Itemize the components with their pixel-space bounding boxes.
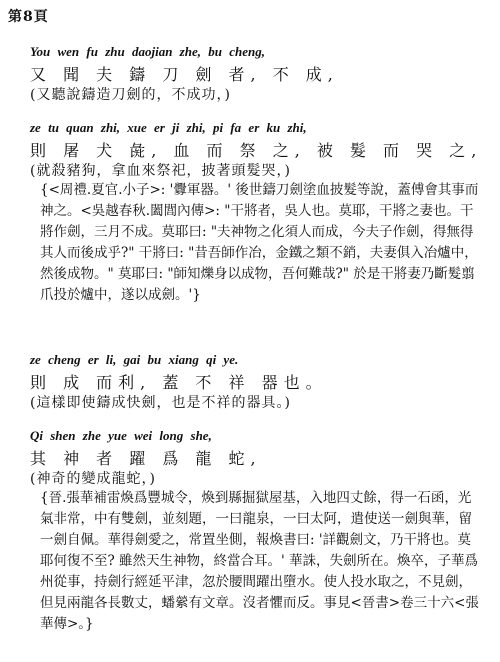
translation-4: (神奇的變成龍蛇，) [30,471,156,487]
annotation-note-1: {<周禮.夏官.小子>: '釁軍器。' 後世鑄刀劍塗血披髮等說，蓋傅會其事而神之。<吳越春秋.闔閭內傳>: "干將者，吳人也。莫耶，干將之妻也。干將作劍，三月不成。莫耶曰: "夫神物之化須人而成，今夫子作劍，得無得其人而後成乎?" 干將曰: "昔吾師作冶，金鐵之類不銷，夫妻俱入冶爐中，然後成物。" 莫耶曰: "師知爍身以成物，吾何難哉?" 於是干將妻乃斷髮翦爪投於爐中，遂以成劍。'} [40,182,479,303]
pinyin-line-2: ze tu quan zhi, xue er ji zhi, pi fa er ku zhi, [30,120,307,135]
annotation-note-2: {晉.張華補雷煥爲豐城令，煥到縣掘獄屋基，入地四丈餘，得一石函，光氣非常，中有雙劍，並刻題，一曰龍泉，一曰太阿，遣使送一劍與華，留一劍自佩。華得劍愛之，常置坐側，報煥書曰: '詳觀劍文，乃干將也。莫耶何復不至? 雖然天生神物，終當合耳。' 華誅，失劍所在。煥卒，子華爲州從事，持劍行經延平津，忽於腰間躍出墮水。使人投水取之，不見劍，但見兩龍各長數丈，蟠縈有文章。沒者懼而反。事見<晉書>卷三十六<張華傳>。} [40,490,479,632]
pinyin-line-1: You wen fu zhu daojian zhe, bu cheng, [30,44,265,59]
classical-text-4: 其 神 者 躍 爲 龍 蛇, [30,449,262,468]
pinyin-line-4: Qi shen zhe yue wei long she, [30,428,212,443]
classical-text-3: 則 成 而利, 蓋 不 祥 器也。 [30,373,328,392]
classical-text-2: 則 屠 犬 彘, 血 而 祭 之, 被 髮 而 哭 之, [30,141,483,160]
page-number: 第8頁 [8,9,49,25]
translation-2: (就殺豬狗，拿血來祭祀，披著頭髮哭，) [30,163,291,179]
classical-text-1: 又 聞 夫 鑄 刀 劍 者, 不 成, [30,65,339,84]
translation-3: (這樣即使鑄成快劍，也是不祥的器具。) [30,395,291,411]
translation-1: (又聽說鑄造刀劍的，不成功，) [30,87,231,103]
pinyin-line-3: ze cheng er li, gai bu xiang qi ye. [30,352,239,367]
